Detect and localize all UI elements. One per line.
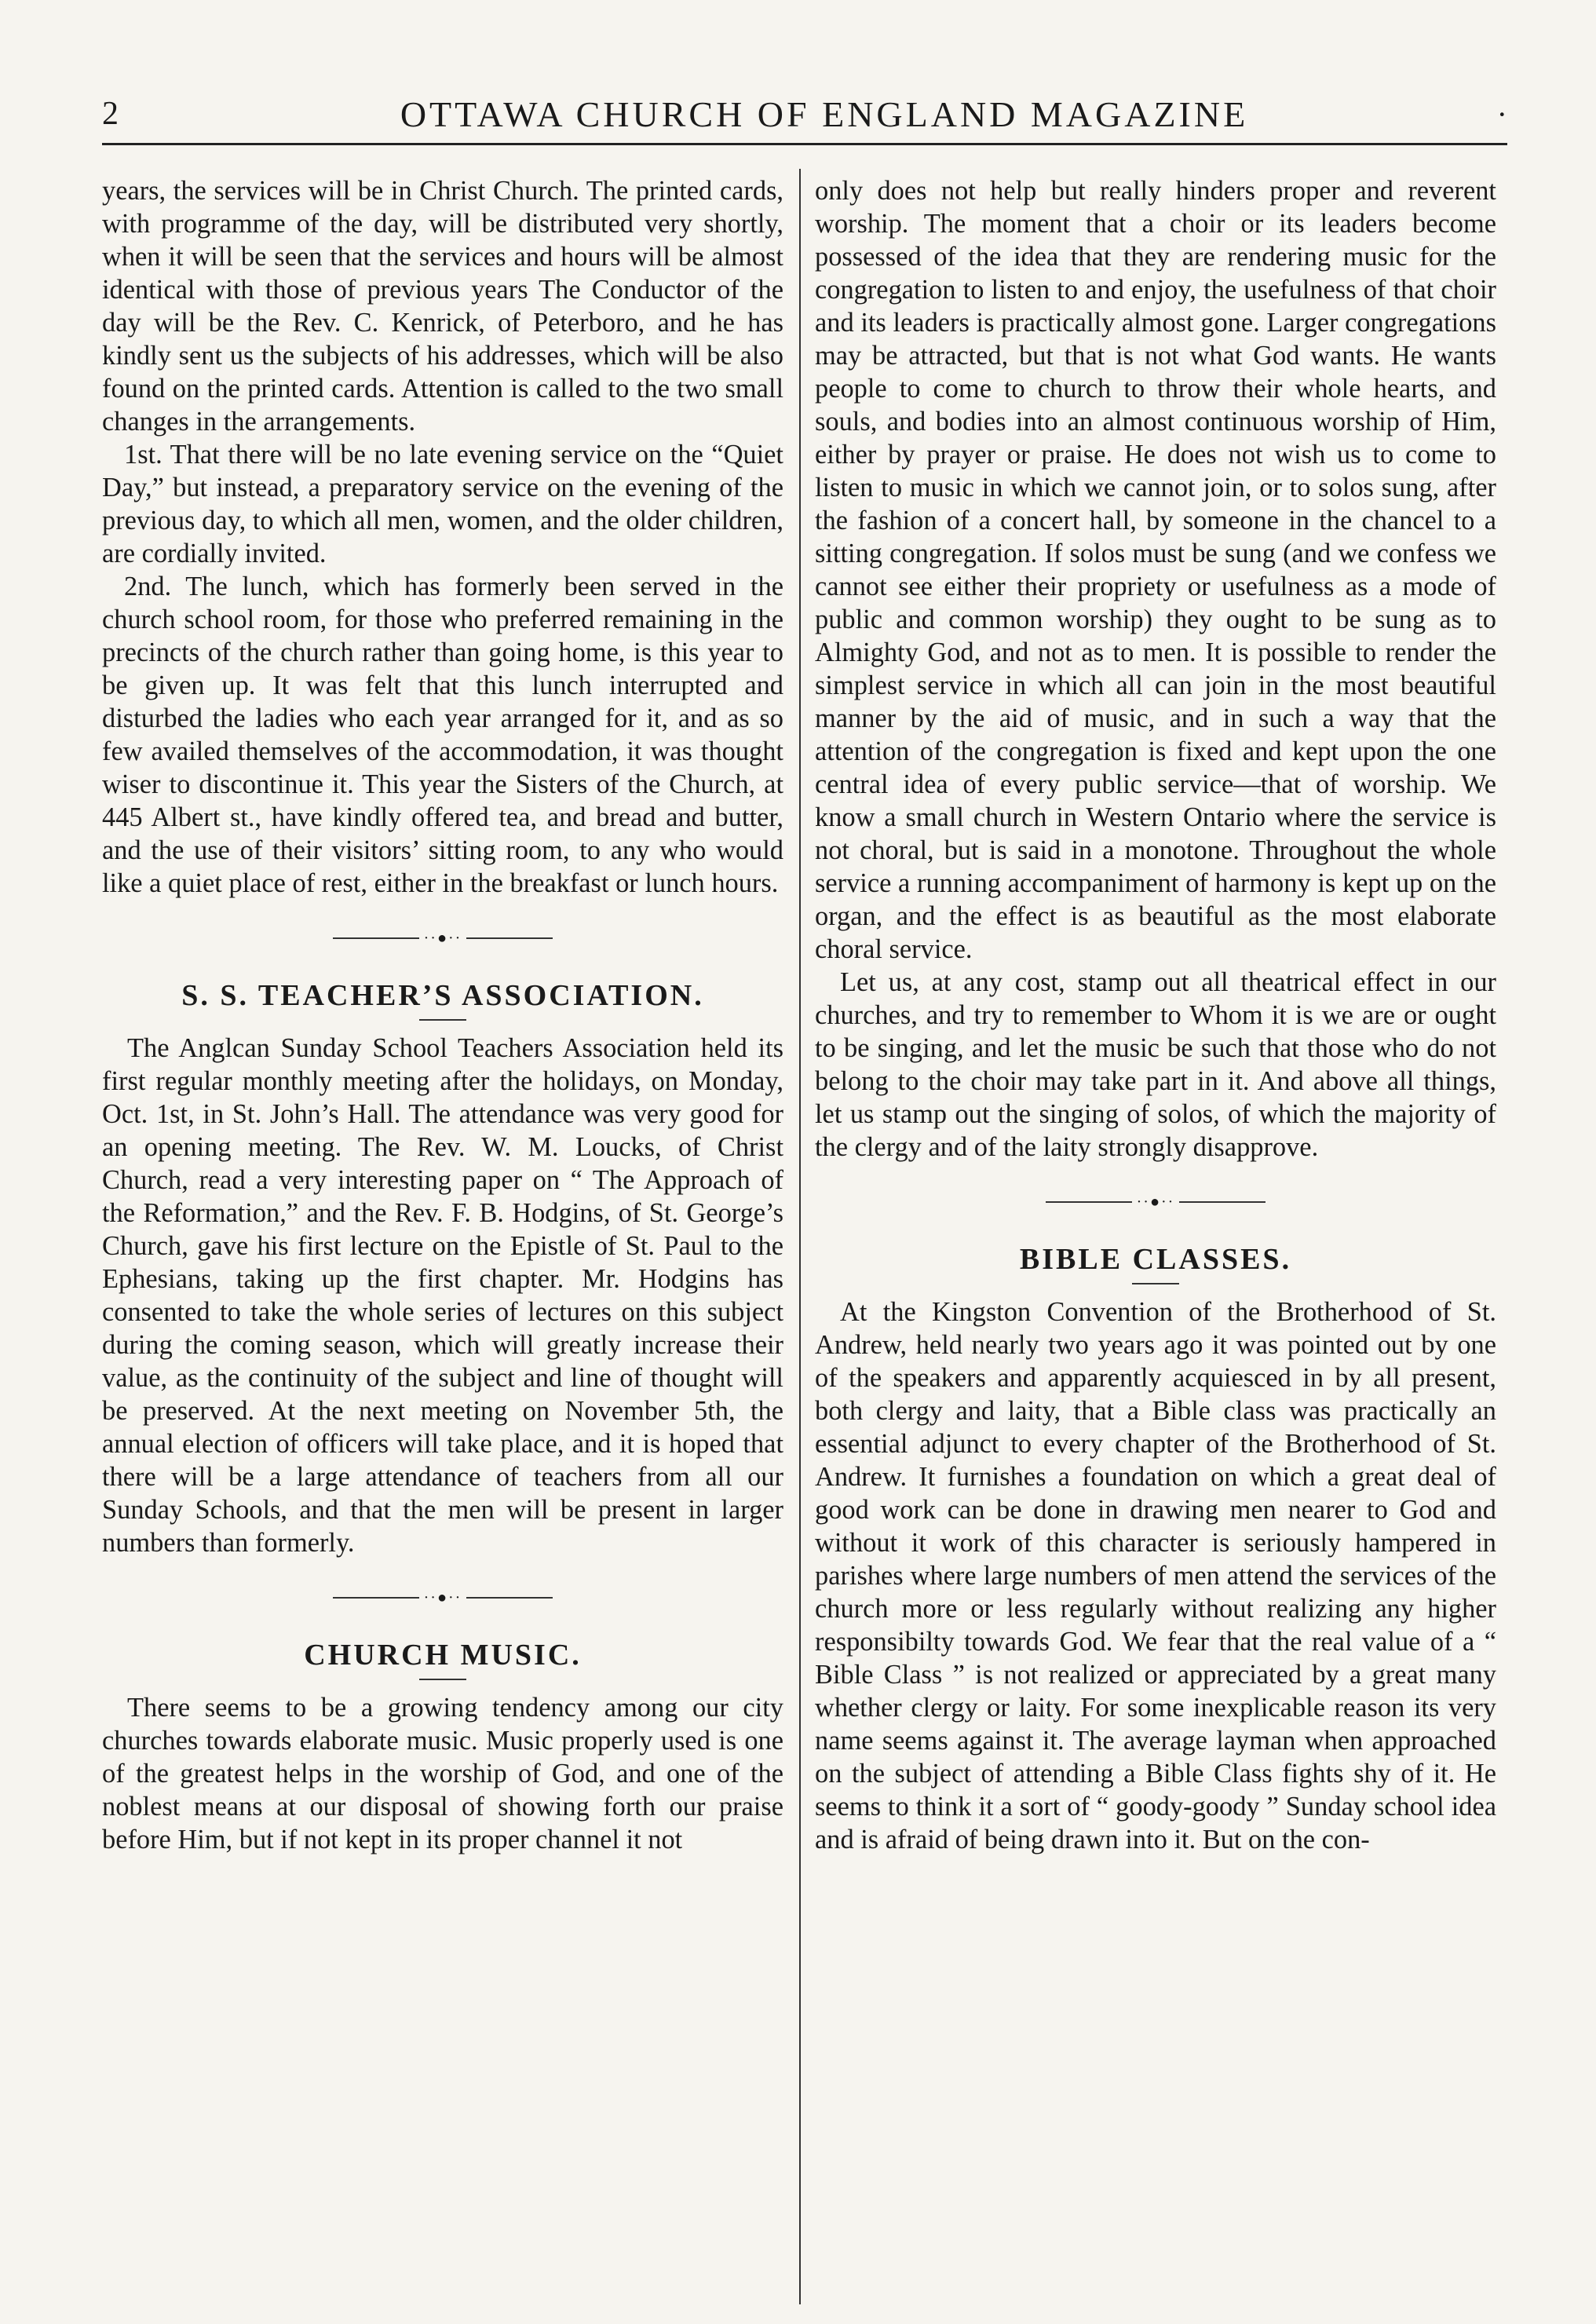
heading-rule <box>419 1019 466 1021</box>
section-heading: CHURCH MUSIC. <box>304 1639 582 1672</box>
paragraph: 2nd. The lunch, which has formerly been served in the church school room, for those who preferred remaining in the precincts of the church rather than going home, is this year to be given up. It was felt that this lunch interrupted and disturbed the ladies who each year arranged for it, and as so few availed themselves of the accommodation, it was thought wiser to discontinue it. This year the Sisters of the Church, at 445 Albert st., have kindly offered tea, and bread and butter, and the use of their visitors’ sitting room, to any who would like a quiet place of rest, either in the breakfast or lunch hours. <box>102 572 783 898</box>
paragraph: only does not help but really hinders proper and reverent worship. The moment that a choir or its leaders become possessed of the idea that they are rendering music for the congregation to listen to and enjoy, the usefulness of that choir and its leaders is practically almost gone. Larger congregations may be attracted, but that is not what God wants. He wants people to come to church to throw their whole hearts, and souls, and bodies into an almost continuous worship of Him, either by prayer or praise. He does not wish us to come to listen to music in which we cannot join, or to solos sung, after the fashion of a concert hall, by someone in the chancel to a sitting congregation. If solos must be sung (and we confess we cannot see either their propriety or usefulness as a mode of public and common worship) they ought to be sung as to Almighty God, and not as to men. It is possible to render the simplest service in which all can join in the most beautiful manner by the aid of music, and in such a way that the attention of the congregation is fixed and kept upon the one central idea of every public service—that of worship. We know a small church in Western Ontario where the service is not choral, but is said in a monotone. Throughout the whole service a running accompaniment of harmony is kept up on the organ, and the effect is as beautiful as the most elaborate choral service. <box>815 176 1496 964</box>
paragraph: The Anglcan Sunday School Teachers Association held its first regular monthly meeting after the holidays, on Monday, Oct. 1st, in St. John’s Hall. The attendance was very good for an opening meeting. The Rev. W. M. Loucks, of Christ Church, read a very interesting paper on “ The Approach of the Reformation,” and the Rev. F. B. Hodgins, of St. George’s Church, gave his first lecture on the Epistle of St. Paul to the Ephesians, taking up the first chapter. Mr. Hodgins has consented to take the whole series of lectures on this subject during the coming season, which will greatly increase their value, as the continuity of the subject and line of thought will be preserved. At the next meeting on November 5th, the annual election of officers will take place, and it is hoped that there will be a large attendance of teachers from all our Sunday Schools, and that the men will be present in larger numbers than formerly. <box>102 1033 783 1558</box>
heading-rule <box>419 1679 466 1680</box>
heading-rule <box>1132 1283 1179 1284</box>
section-heading: BIBLE CLASSES. <box>1019 1243 1292 1276</box>
section-separator: ··●·· <box>815 1186 1496 1219</box>
section-separator: ··●·· <box>102 1581 783 1614</box>
header-dot: · <box>1496 96 1507 132</box>
page-header <box>102 86 1507 141</box>
section-separator: ··●·· <box>102 922 783 955</box>
paragraph: Let us, at any cost, stamp out all theatrical effect in our churches, and try to remember to Whom it is we are or ought to be singing, and let the music be such that those who do not belong to the choir may take part in it. And above all things, let us stamp out the singing of solos, of which the majority of the clergy and of the laity strongly disapprove. <box>815 967 1496 1162</box>
right-column <box>815 174 1496 1856</box>
left-column <box>102 174 783 1856</box>
paragraph: There seems to be a growing tendency among our city churches towards elaborate music. Music properly used is one of the greatest helps in the worship of God, and one of the noblest means at our disposal of showing forth our praise before Him, but if not kept in its proper channel it not <box>102 1693 783 1854</box>
section-heading: S. S. TEACHER’S ASSOCIATION. <box>181 979 704 1012</box>
header-rule <box>102 143 1507 145</box>
paragraph: 1st. That there will be no late evening service on the “Quiet Day,” but instead, a preparatory service on the evening of the previous day, to which all men, women, and the older children, are cordially invited. <box>102 440 783 568</box>
page-number: 2 <box>102 96 119 132</box>
column-divider <box>799 169 801 2304</box>
paragraph: At the Kingston Convention of the Brotherhood of St. Andrew, held nearly two years ago it was pointed out by one of the speakers and apparently acquiesced in by all present, both clergy and laity, that a Bible class was practically an essential adjunct to every chapter of the Brotherhood of St. Andrew. It furnishes a foundation on which a great deal of good work can be done in drawing men nearer to God and without it work of this character is seriously hampered in parishes where large numbers of men attend the services of the church more or less regularly without realizing any higher responsibilty towards God. We fear that the real value of a “ Bible Class ” is not realized or appreciated by a great many whether clergy or laity. For some inexplicable reason its very name seems against it. The average layman when approached on the subject of attending a Bible Class fights shy of it. He seems to think it a sort of “ goody-goody ” Sunday school idea and is afraid of being drawn into it. But on the con- <box>815 1297 1496 1854</box>
paragraph: years, the services will be in Christ Church. The printed cards, with programme of the day, will be distributed very shortly, when it will be seen that the services and hours will be almost identical with those of previous years The Conductor of the day will be the Rev. C. Kenrick, of Peterboro, and he has kindly sent us the subjects of his addresses, which will be also found on the printed cards. Attention is called to the two small changes in the arrangements. <box>102 176 783 437</box>
magazine-title: OTTAWA CHURCH OF ENGLAND MAGAZINE <box>400 93 1249 134</box>
